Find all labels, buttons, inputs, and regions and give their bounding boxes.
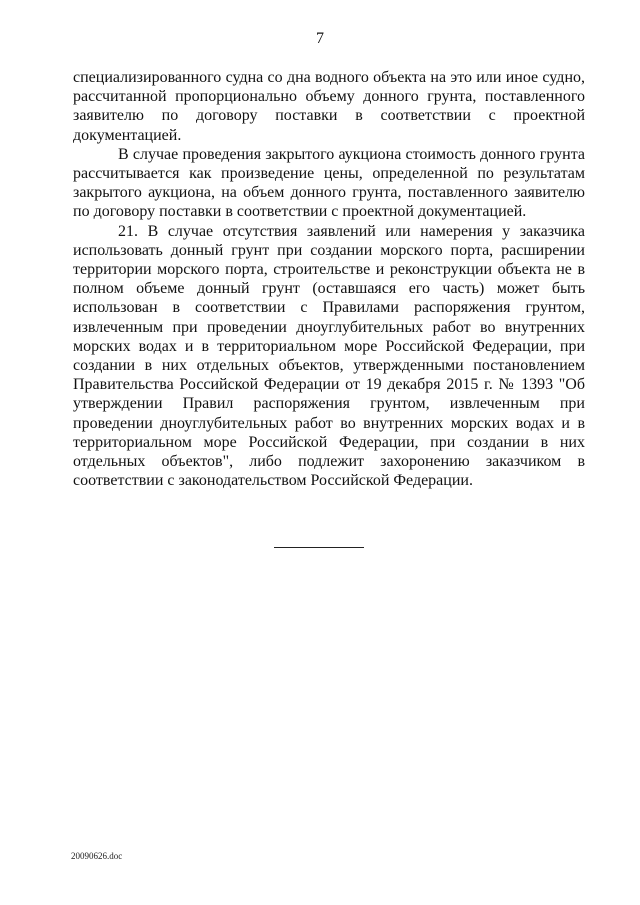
paragraph-3: 21. В случае отсутствия заявлений или намерения у заказчика использовать донный грунт при создании морского порта, расширении территории морского порта, строительстве и реконструкции объекта не в полном объеме донный грунт (оставшаяся его часть) может быть использован в соответствии с Правилами распоряжения грунтом, извлеченным при проведении дноуглубительных работ во внутренних морских водах и в территориальном море Российской Федерации, при создании в них отдельных объектов, утвержденными постановлением Правительства Российской Федерации от 19 декабря 2015 г. № 1393 "Об утверждении Правил распоряжения грунтом, извлеченным при проведении дноуглубительных работ во внутренних морских водах и в территориальном море Российской Федерации, при создании в них отдельных объектов", либо подлежит захоронению заказчиком в соответствии с законодательством Российской Федерации.: [73, 222, 585, 490]
document-body: [73, 68, 585, 490]
paragraph-1: специализированного судна со дна водного объекта на это или иное судно, рассчитанной пропорционально объему донного грунта, поставленного заявителю по договору поставки в соответствии с проектной документацией.: [73, 69, 585, 144]
page-number: 7: [316, 30, 324, 47]
footer-filename: 20090626.doc: [71, 851, 123, 861]
paragraph-2: В случае проведения закрытого аукциона стоимость донного грунта рассчитывается как произведение цены, определенной по результатам закрытого аукциона, на объем донного грунта, поставленного заявителю по договору поставки в соответствии с проектной документацией.: [73, 145, 585, 221]
end-divider: [274, 547, 364, 548]
